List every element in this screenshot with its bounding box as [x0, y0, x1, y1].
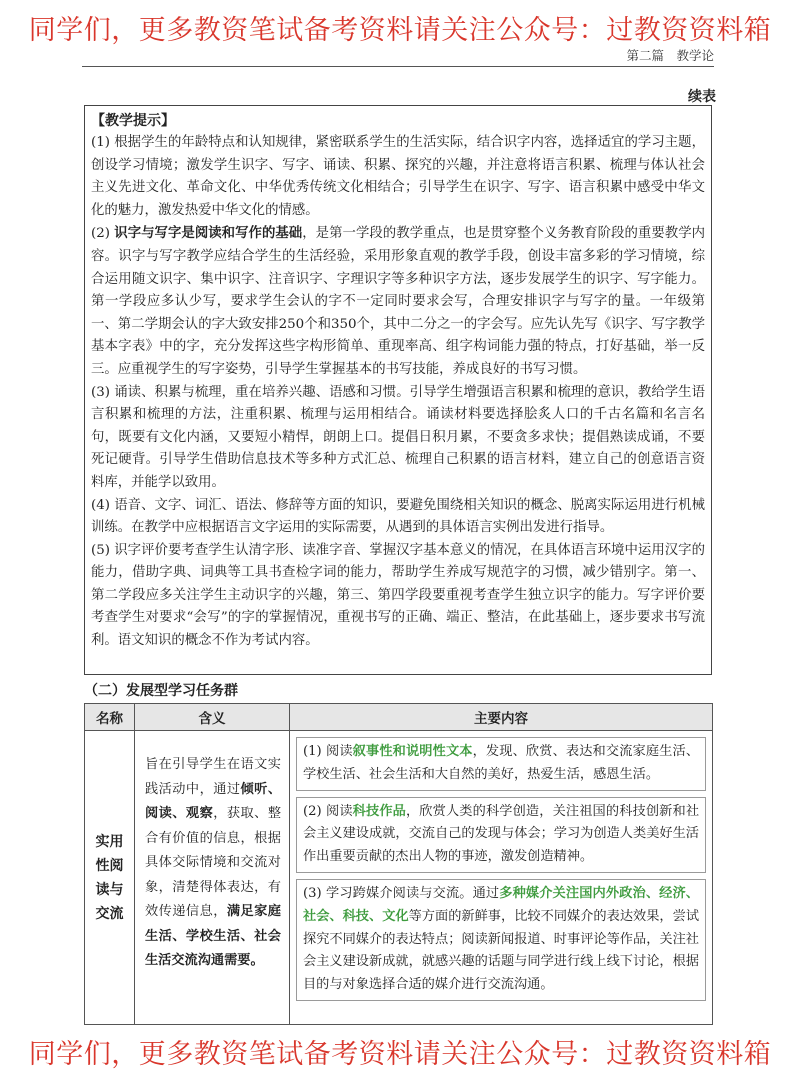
item3-text-2: 等方面的新鲜事，比较不同媒介的表达效果，尝试探究不同媒介的表达特点；阅读新闻报道、时事评论等作品，关注社会主义建设新成就，就感兴趣的话题与同学进行线上线下讨论，根据目的与对象选择合适的媒介进行交流沟通。 [303, 908, 700, 993]
tips-paragraph-2 [91, 222, 705, 381]
tips-paragraph-1: (1) 根据学生的年龄特点和认知规律，紧密联系学生的生活实际，结合识字内容，选择适宜的学习主题，创设学习情境；激发学生识字、写字、诵读、积累、探究的兴趣，并注意将语言积累、梳理与体认社会主义先进文化、革命文化、中华优秀传统文化相结合；引导学生在识字、写字、语言积累中感受中华文化的魅力，激发热爱中华文化的情感。 [91, 135, 705, 218]
meaning-text-2: ，获取、整合有价值的信息，根据具体交际情境和交流对象，清楚得体表达，有效传递信息， [145, 806, 282, 919]
section-title: （二）发展型学习任务群 [84, 683, 238, 699]
continued-label: 续表 [688, 89, 716, 105]
main-content-cell [290, 731, 713, 1025]
item3-highlight: 多种媒介关注国内外政治、经济、社会、科技、文化 [303, 885, 699, 924]
table-header-row [85, 704, 713, 731]
item2-text-1: (2) 阅读 [303, 803, 353, 819]
header-meaning: 含义 [135, 704, 290, 731]
meaning-cell [135, 731, 290, 1025]
header-divider [82, 66, 714, 67]
tips-p2-lead: (2) [91, 226, 115, 242]
item1-highlight: 叙事性和说明性文本 [352, 744, 473, 759]
promo-banner-bottom: 同学们，更多教资笔试备考资料请关注公众号：过教资资料箱 [28, 1039, 772, 1070]
task-group-table [84, 703, 713, 1025]
header-main-content: 主要内容 [290, 704, 713, 731]
meaning-bold-2: 满足家庭生活、学校生活、社会生活交流沟通需要。 [145, 904, 281, 968]
item2-highlight: 科技作品 [352, 803, 406, 819]
category-cell: 实用性阅读与交流 [85, 731, 135, 1025]
teaching-tips-box [84, 105, 712, 675]
item3-text-1: (3) 学习跨媒介阅读与交流。通过 [303, 885, 500, 901]
content-item-2 [296, 797, 706, 873]
meaning-text-1: 旨在引导学生在语文实践活动中，通过 [145, 757, 281, 797]
item1-text-2: ，发现、欣赏、表达和交流家庭生活、学校生活、社会生活和大自然的美好，热爱生活，感恩生活。 [303, 744, 700, 782]
tips-p2-body: ，是第一学段的教学重点，也是贯穿整个义务教育阶段的重要教学内容。识字与写字教学应结合学生的生活经验，采用形象直观的教学手段，创设丰富多彩的学习情境，综合运用随文识字、集中识字、注音识字、字理识字等多种识字方法，逐步发展学生的识字、写字能力。第一学段应多认少写，要求学生会认的字不一定同时要求会写，合理安排识字与写字的量。一年级第一、第二学期会认的字大致安排250个和350个，其中二分之一的字会写。应先认先写《识字、写字教学基本字表》中的字，充分发挥这些字构形简单、重现率高、组字构词能力强的特点，打好基础，举一反三。应重视学生的写字姿势，引导学生掌握基本的书写技能，养成良好的书写习惯。 [91, 226, 706, 377]
item2-text-2: ，欣赏人类的科学创造，关注祖国的科技创新和社会主义建设成就，交流自己的发现与体会；学习为创造人类美好生活作出重要贡献的杰出人物的事迹，激发创造精神。 [303, 803, 700, 865]
tips-paragraph-5: (5) 识字评价要考查学生认清字形、读准字音、掌握汉字基本意义的情况，在具体语言环境中运用汉字的能力，借助字典、词典等工具书查检字词的能力，帮助学生养成写规范字的习惯，减少错别字。第一、第二学段应多关注学生主动识字的兴趣，第三、第四学段要重视考查学生独立识字的能力。写字评价要考查学生对要求“会写”的字的掌握情况，重视书写的正确、端正、整洁，在此基础上，逐步要求书写流利。语文知识的概念不作为考试内容。 [91, 542, 705, 649]
header-name: 名称 [85, 704, 135, 731]
chapter-label: 第二篇 教学论 [626, 48, 714, 63]
table-row [85, 731, 713, 1025]
content-item-3 [296, 879, 706, 1001]
tips-p2-emphasis: 识字与写字是阅读和写作的基础 [114, 225, 303, 242]
content-item-1 [296, 737, 706, 791]
promo-banner-top: 同学们，更多教资笔试备考资料请关注公众号：过教资资料箱 [28, 15, 772, 46]
meaning-bold-1: 倾听、阅读、观察 [145, 781, 282, 821]
tips-paragraph-4: (4) 语音、文字、词汇、语法、修辞等方面的知识，要避免围绕相关知识的概念、脱离实际运用进行机械训练。在教学中应根据语言文字运用的实际需要，从遇到的具体语言实例出发进行指导。 [91, 497, 705, 536]
item1-text-1: (1) 阅读 [303, 744, 353, 759]
tips-title: 【教学提示】 [91, 113, 175, 129]
tips-paragraph-3: (3) 诵读、积累与梳理，重在培养兴趣、语感和习惯。引导学生增强语言积累和梳理的意识，教给学生语言积累和梳理的方法，注重积累、梳理与运用相结合。诵读材料要选择脍炙人口的千古名篇和名言名句，既要有文化内涵，又要短小精悍，朗朗上口。提倡日积月累，不要贪多求快；提倡熟读成诵，不要死记硬背。引导学生借助信息技术等多种方式汇总、梳理自己积累的语言材料，建立自己的创意语言资料库，并能学以致用。 [91, 384, 705, 490]
